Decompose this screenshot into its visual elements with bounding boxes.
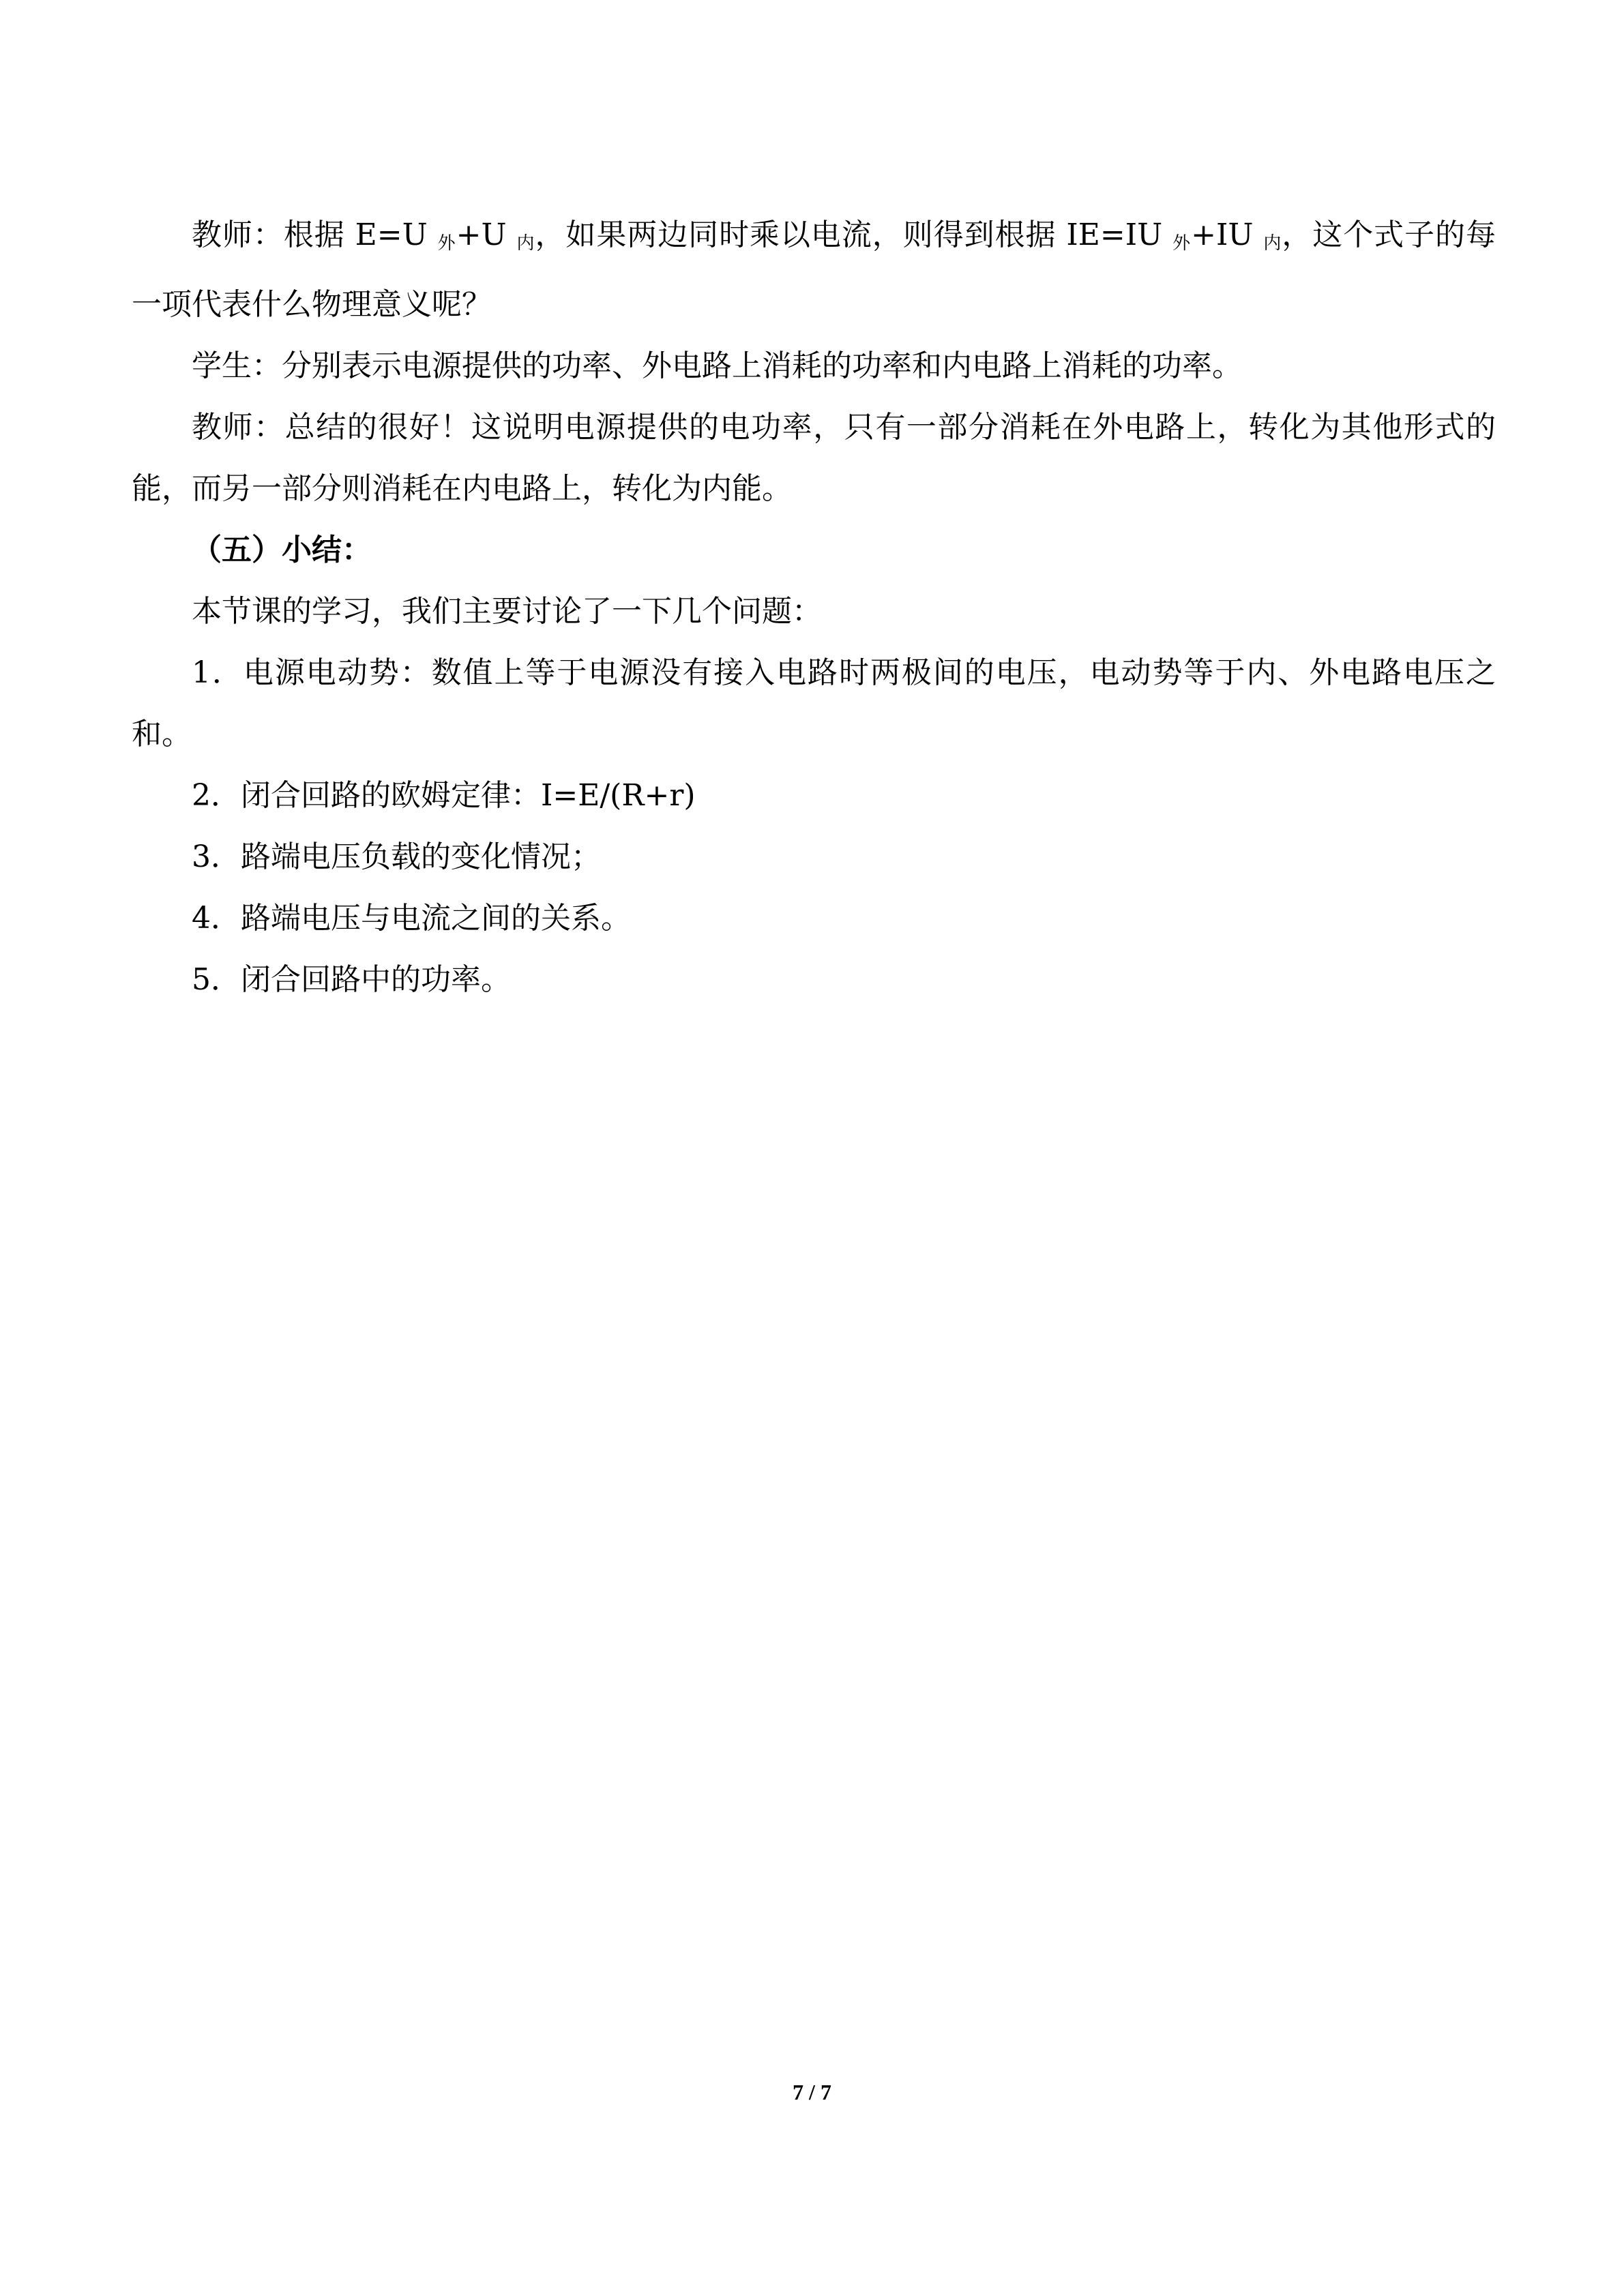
subscript-nei: 内	[516, 233, 535, 254]
list-item: 2．闭合回路的欧姆定律：I=E/(R+r)	[192, 778, 696, 813]
paragraph-teacher-summary: 教师：总结的很好！这说明电源提供的电功率，只有一部分消耗在外电路上，转化为其他形式的能，而另一部分则消耗在内电路上，转化为内能。	[132, 410, 1496, 506]
section-heading-summary: （五）小结：	[192, 533, 372, 567]
paragraph-student-answer: 学生：分别表示电源提供的功率、外电路上消耗的功率和内电路上消耗的功率。	[192, 348, 1242, 383]
document-body	[132, 205, 1496, 1011]
list-item: 1．电源电动势：数值上等于电源没有接入电路时两极间的电压，电动势等于内、外电路电压之和。	[132, 655, 1496, 751]
list-item: 5．闭合回路中的功率。	[192, 962, 511, 997]
list-item: 3．路端电压负载的变化情况；	[192, 839, 601, 874]
subscript-wai: 外	[1172, 233, 1192, 254]
paragraph-teacher-question: 教师：根据 E=U $_外$+U $_内$，如果两边同时乘以电流，则得到根据 IE=IU $_外$+IU $_内$，这个式子的每一项代表什么物理意义呢？	[132, 218, 1496, 322]
page-number: 7 / 7	[793, 2080, 831, 2104]
subscript-nei: 内	[1263, 233, 1282, 254]
subscript-wai: 外	[437, 233, 456, 254]
list-item: 4．路端电压与电流之间的关系。	[192, 901, 631, 936]
paragraph-summary-intro: 本节课的学习，我们主要讨论了一下几个问题：	[192, 594, 822, 629]
